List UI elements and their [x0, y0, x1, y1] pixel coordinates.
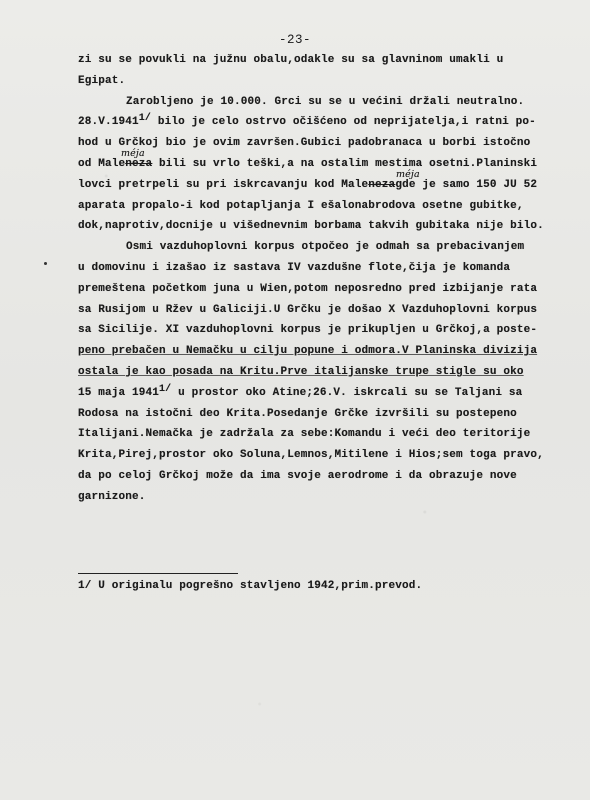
line-start: lovci pretrpeli su pri iskrcavanju kod Male — [78, 178, 369, 191]
text-line: sa Sicilije. XI vazduhoplovni korpus je prikupljen u Grčkoj,a poste- — [78, 324, 538, 337]
text-line-underlined: peno prebačen u Nemačku u cilju popune i odmora.V Planinska divizija — [78, 345, 538, 358]
margin-dot — [44, 262, 47, 265]
text-line — [78, 383, 548, 404]
text-line: zi su se povukli na južnu obalu,odakle su sa glavninom umakli u — [78, 54, 504, 66]
text-line: Egipat. — [78, 74, 126, 87]
date-text: 28.V.1941 — [78, 116, 139, 129]
text-line: Krita,Pirej,prostor oko Soluna,Lemnos,Mitilene i Hios;sem toga pravo, — [78, 449, 544, 462]
text-line-underlined: ostala je kao posada na Kritu.Prve italijanske trupe stigle su oko — [78, 365, 524, 378]
struck-text: neza — [368, 178, 396, 191]
text-line: sa Rusijom u Ržev u Galiciji.U Grčku je došao X Vazduhoplovni korpus — [78, 303, 538, 316]
footnote-reference: 1/ — [138, 113, 152, 125]
line-continuation: bilo je celo ostrvo očišćeno od neprijatelja,i ratni po- — [151, 116, 536, 129]
handwritten-correction: méja — [396, 168, 420, 180]
line-continuation: u prostor oko Atine;26.V. iskrcali su se Taljani sa — [171, 386, 523, 399]
text-line: aparata propalo-i kod potapljanja I ešalonabrodova osetne gubitke, — [78, 199, 524, 212]
date-text: 15 maja 1941 — [78, 386, 160, 399]
text-line: dok,naprotiv,docnije u višednevnim borbama takvih gubitaka nije bilo. — [78, 220, 544, 233]
text-line — [78, 147, 548, 175]
text-line: u domovinu i izašao iz sastava IV vazdušne flote,čija je komanda — [78, 261, 511, 274]
text-line — [78, 168, 548, 196]
text-line: premeštena početkom juna u Wien,potom neposredno pred izbijanje rata — [78, 282, 538, 295]
body-text — [78, 50, 548, 508]
line-continuation: gde je samo 150 JU 52 — [395, 178, 538, 191]
struck-text: neza — [125, 157, 153, 170]
text-line: da po celoj Grčkoj može da ima svoje aerodrome i da obrazuje nove — [78, 469, 517, 482]
page-number: -23- — [278, 33, 311, 47]
handwritten-correction: méja — [121, 147, 145, 159]
place-name-start: od Male — [78, 157, 126, 170]
text-line: hod u Grčkoj bio je ovim završen.Gubici padobranaca u borbi istočno — [78, 137, 531, 150]
text-line: Osmi vazduhoplovni korpus otpočeo je odmah sa prebacivanjem — [126, 241, 525, 254]
text-line: Italijani.Nemačka je zadržala za sebe:Komandu i veći deo teritorije — [78, 428, 531, 441]
text-line: garnizone. — [78, 490, 146, 503]
text-line: Zarobljeno je 10.000. Grci su se u većini držali neutralno. — [126, 95, 525, 108]
footnote-divider — [78, 573, 238, 574]
footnote-reference: 1/ — [159, 383, 172, 395]
line-continuation: bili su vrlo teški,a na ostalim mestima osetni.Planinski — [152, 157, 538, 170]
footnote: 1/ U originalu pogrešno stavljeno 1942,prim.prevod. — [78, 580, 423, 592]
text-line: Rodosa na istočni deo Krita.Posedanje Grčke izvršili su postepeno — [78, 407, 517, 420]
text-line — [78, 112, 548, 133]
